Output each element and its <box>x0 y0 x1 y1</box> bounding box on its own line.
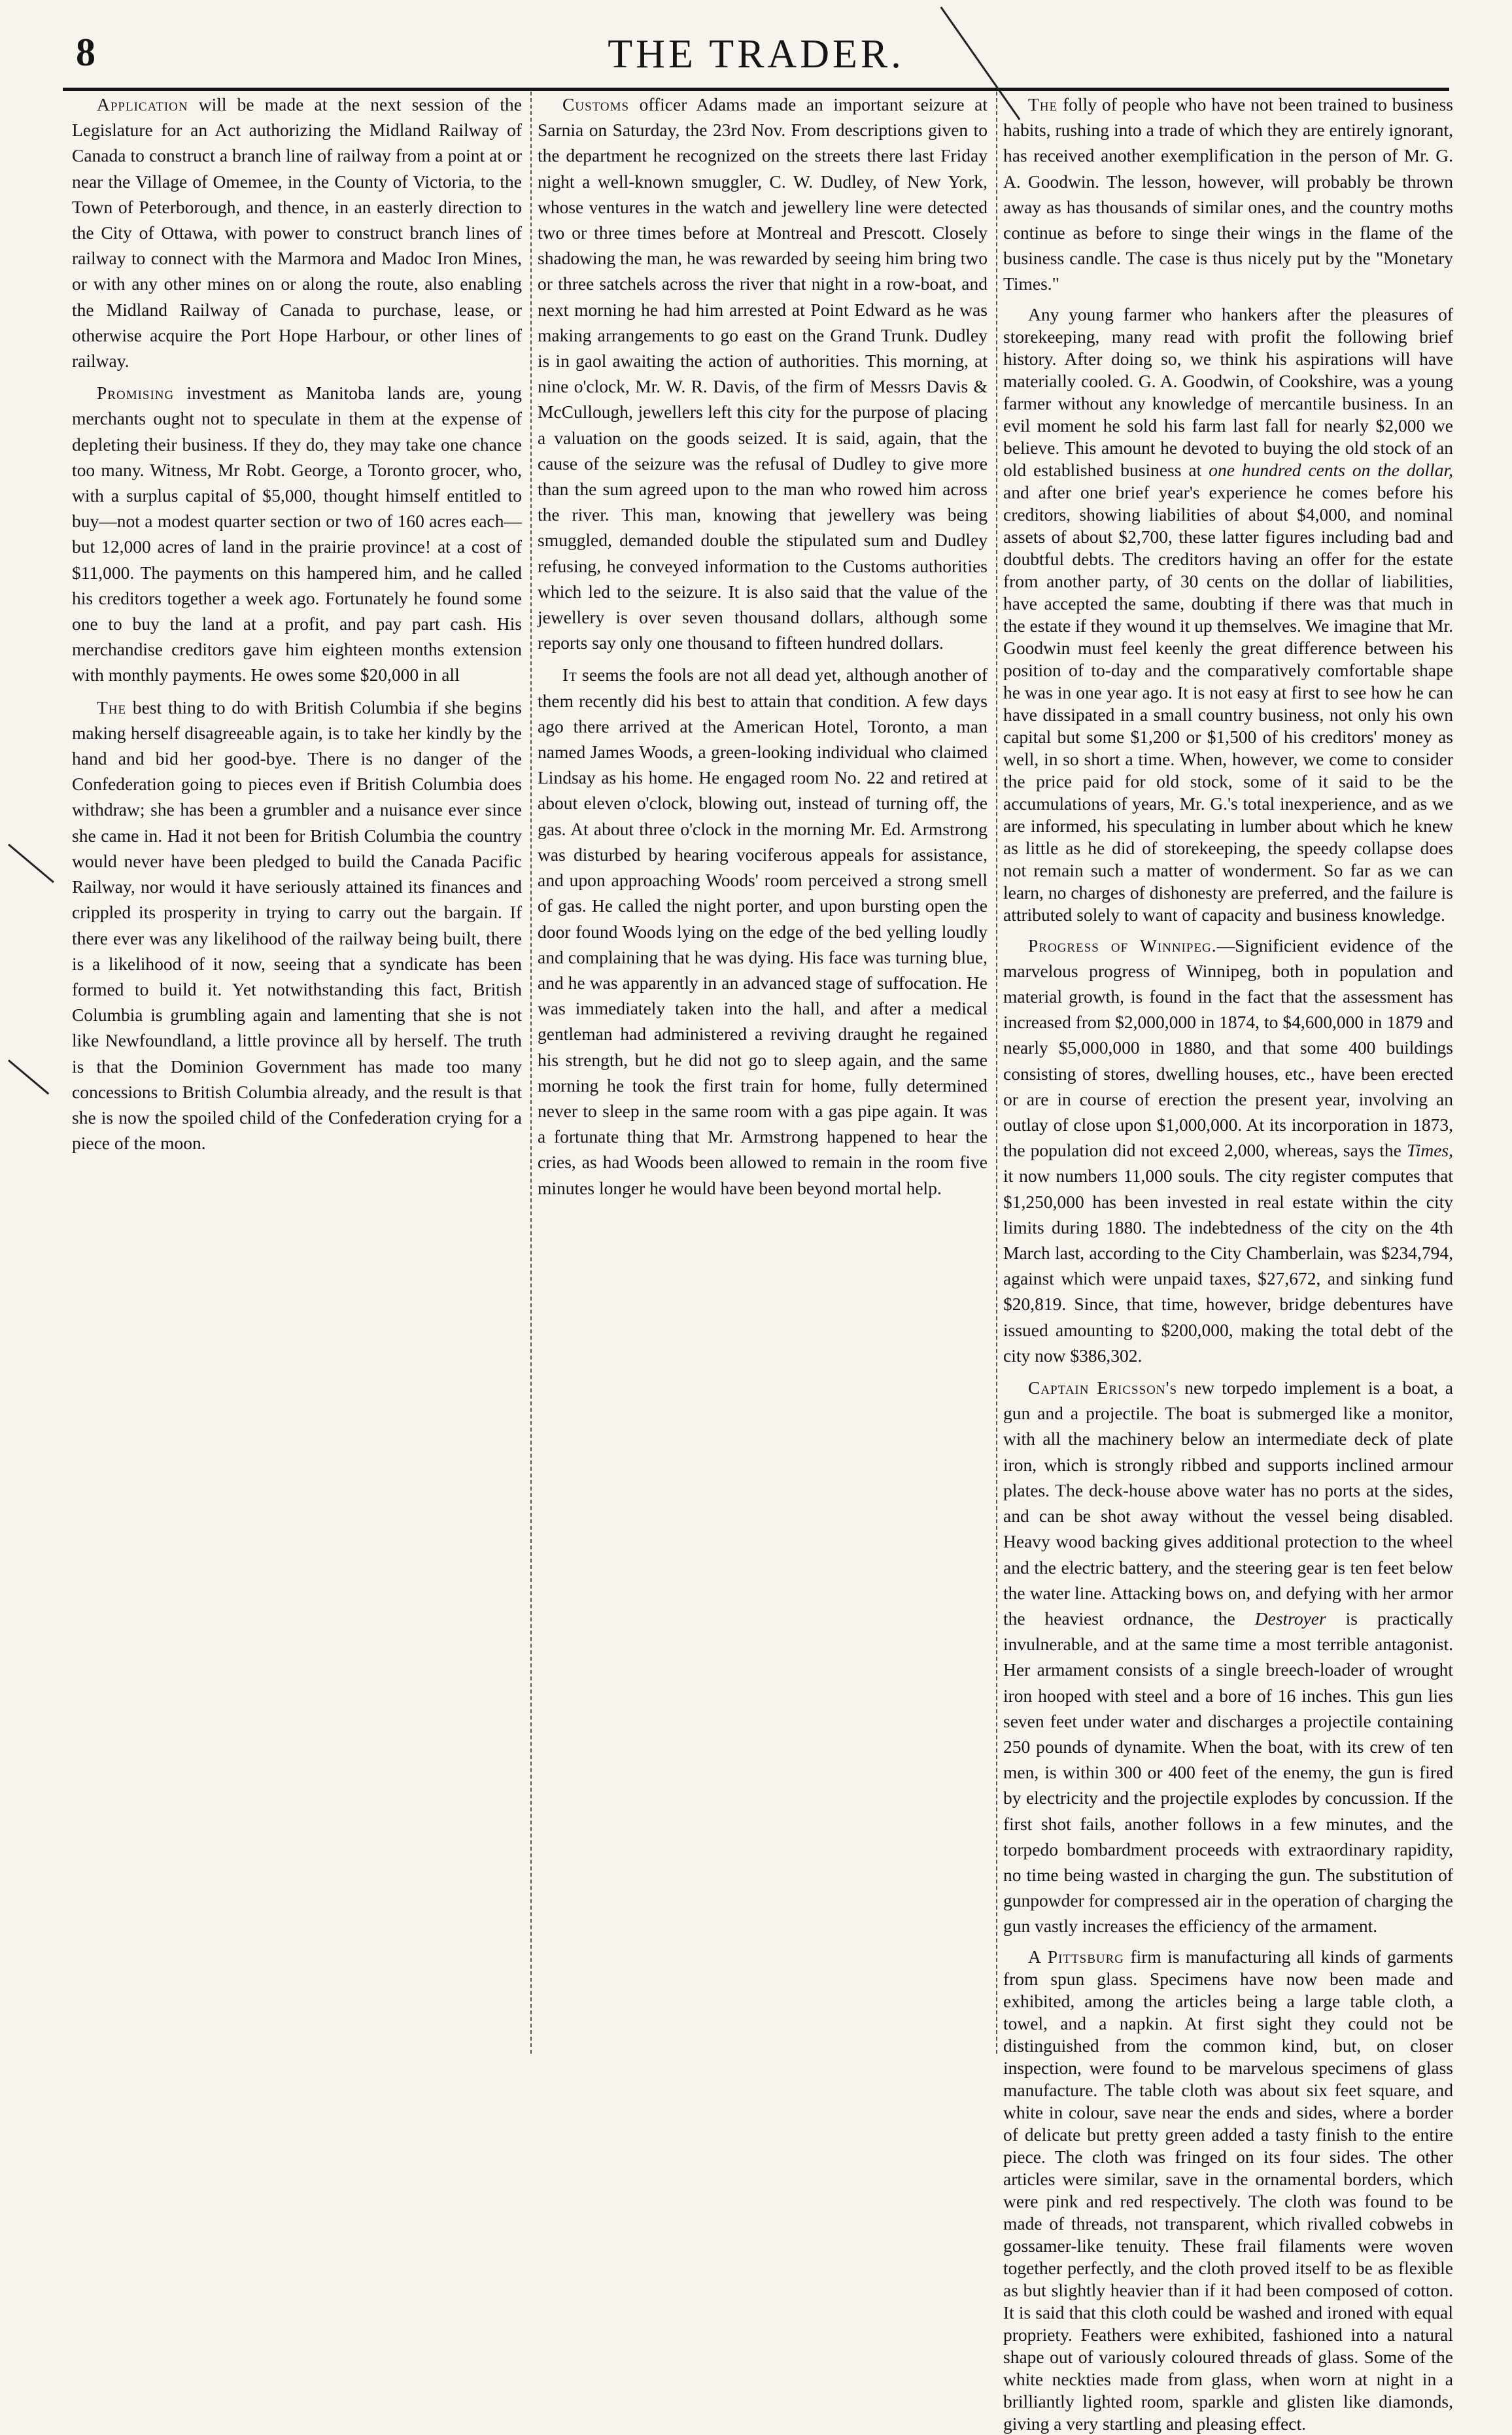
column-3 <box>1003 92 1453 2434</box>
pencil-check-mark <box>8 844 54 883</box>
page-number: 8 <box>76 31 95 74</box>
newspaper-title: THE TRADER. <box>608 32 904 77</box>
column-divider <box>996 92 997 2054</box>
article-gas-incident: It seems the fools are not all dead yet, although another of them recently did his best to attain that condition. A few days ago there arrived at the American Hotel, Toronto, a man named James Woods, a green-looking individual who claimed Lindsay as his home. He engaged room No. 22 and retired at about eleven o'clock, blowing out, instead of turning off, the gas. At about three o'clock in the morning Mr. Ed. Armstrong was disturbed by hearing vociferous appeals for assistance, and upon approaching Woods' room perceived a strong smell of gas. He called the night porter, and upon bursting open the door found Woods lying on the edge of the bed yelling loudly and complaining that he was dying. His face was turning blue, and he was apparently in an advanced stage of suffocation. He was immediately taken into the hall, and after a medical gentleman had administered a reviving draught he regained his strength, but he did not go to sleep again, and the same morning he took the first train for home, fully determined never to sleep in the same room with a gas pipe again. It was a fortunate thing that Mr. Armstrong happened to hear the cries, as had Woods been allowed to remain in the room five minutes longer he would have been beyond mortal help. <box>538 665 988 1198</box>
article-british-columbia: The best thing to do with British Columbia if she begins making herself disagreeable again, is to take her kindly by the hand and bid her good-bye. There is no danger of the Confederation going to pieces even if British Columbia does withdraw; she has been a grumbler and a nuisance ever since she came in. Had it not been for British Columbia the country would never have been pledged to build the Canada Pacific Railway, nor would it have seriously attained its finances and crippled its prosperity in trying to carry out the bargain. If there ever was any likelihood of the railway being built, there is a likelihood of it now, seeing that a syndicate has been formed to build it. Yet notwithstanding this fact, British Columbia is grumbling again and lamenting that she is not like Newfoundland, a little province all by herself. The truth is that the Dominion Government has made too many concessions to British Columbia already, and the result is that she is now the spoiled child of the Confederation crying for a piece of the moon. <box>72 697 522 1154</box>
article-spun-glass: A Pittsburg firm is manufacturing all kinds of garments from spun glass. Specimens have now been made and exhibited, among the articles being a large table cloth, a towel, and a napkin. At first sight they could not be distinguished from the common kind, but, on closer inspection, were found to be marvelous specimens of glass manufacture. The table cloth was about six feet square, and white in colour, save near the ends and sides, where a border of delicate but pretty green added a tasty finish to the entire piece. The cloth was fringed on its four sides. The other articles were similar, save in the ornamental borders, which were pink and red respectively. The cloth was found to be made of threads, not transparent, which rivalled cobwebs in gossamer-like tenuity. These frail filaments were woven together perfectly, and the cloth proved itself to be as flexible as but slightly heavier than if it had been composed of cotton. It is said that this cloth could be washed and ironed with equal propriety. Feathers were exhibited, fashioned into a natural shape out of variously coloured threads of glass. Some of the white neckties made from glass, when worn at night in a brilliantly lighted room, sparkle and glisten like diamonds, giving a very startling and pleasing effect. <box>1003 1946 1453 2434</box>
column-2 <box>538 92 988 2054</box>
article-torpedo: Captain Ericsson's new torpedo implement is a boat, a gun and a projectile. The boat is submerged like a monitor, with all the machinery below an intermediate deck of plate iron, which is strongly ribbed and supports inclined armour plates. The deck-house above water has no ports at the sides, and can be shot away without the vessel being disabled. Heavy wood backing gives additional protection to the wheel and the electric battery, and the steering gear is ten feet below the water line. Attacking bows on, and defying with her armor the heaviest ordnance, the Destroyer is practically invulnerable, and at the same time a most terrible antagonist. Her armament consists of a single breech-loader of wrought iron hooped with steel and a bore of 16 inches. This gun lies seven feet under water and discharges a projectile containing 250 pounds of dynamite. When the boat, with its crew of ten men, is within 300 or 400 feet of the enemy, the gun is fired by electricity and the projectile explodes by concussion. If the first shot fails, another follows in a few minutes, and the torpedo bombardment proceeds with extraordinary rapidity, no time being wasted in charging the gun. The substitution of gunpowder for compressed air in the operation of charging the gun vastly increases the efficiency of the armament. <box>1003 1377 1453 1937</box>
article-manitoba-lands: Promising investment as Manitoba lands are, young merchants ought not to speculate in them at the expense of depleting their business. If they do, they may take one chance too many. Witness, Mr Robt. George, a Toronto grocer, who, with a surplus capital of $5,000, thought himself entitled to buy—not a modest quarter section or two of 160 acres each—but 12,000 acres of land in the prairie province! at a cost of $11,000. The payments on this hampered him, and he called his creditors together a week ago. Fortunately he found some one to buy the land at a profit, and pay part cash. His merchandise creditors gave him eighteen months extension with monthly payments. He owes some $20,000 in all <box>72 383 522 685</box>
article-goodwin-quote: Any young farmer who hankers after the pleasures of storekeeping, many read with profit the following brief history. After doing so, we think his aspirations will have materially cooled. G. A. Goodwin, of Cookshire, was a young farmer without any knowledge of mercantile business. In an evil moment he sold his farm last fall for nearly $2,000 we believe. This amount he devoted to buying the old stock of an old established business at one hundred cents on the dollar, and after one brief year's experience he comes before his creditors, showing liabilities of about $4,000, and nominal assets of about $2,700, these latter figures including bad and doubtful debts. The creditors having an offer for the estate from another party, of 30 cents on the dollar of liabilities, have accepted the same, doubting if there was that much in the estate if they wound it up themselves. We imagine that Mr. Goodwin must feel keenly the great difference between his position of to-day and the comparatively comfortable shape he was in one year ago. It is not easy at first to see how he can have dissipated in a small country business, not only his own capital but some $1,200 or $1,500 of his creditors' money as well, in so short a time. When, however, we come to consider the price paid for old stock, some of it said to be the accumulations of years, Mr. G.'s total inexperience, and as we are informed, his speculating in lumber about which he knew as little as he did of storekeeping, the speedy collapse does not remain such a matter of wonderment. So far as we can learn, no charges of dishonesty are preferred, and the failure is attributed solely to want of capacity and business knowledge. <box>1003 303 1453 925</box>
masthead <box>63 25 1449 85</box>
article-business-folly: The folly of people who have not been trained to business habits, rushing into a trade of which they are entirely ignorant, has received another exemplification in the person of Mr. G. A. Goodwin. The lesson, however, will probably be thrown away as has thousands of similar ones, and the country moths continue as before to singe their wings in the flame of the business candle. The case is thus nicely put by the "Monetary Times." <box>1003 94 1453 294</box>
column-1 <box>72 92 522 2054</box>
masthead-rule <box>63 88 1449 91</box>
article-winnipeg-progress: Progress of Winnipeg.—Significient evidence of the marvelous progress of Winnipeg, both in population and material growth, is found in the fact that the assessment has increased from $2,000,000 in 1874, to $4,600,000 in 1879 and nearly $5,000,000 in 1880, and that some 400 buildings consisting of stores, dwelling houses, etc., have been erected or are in course of erection the present year, involving an outlay of close upon $1,000,000. At its incorporation in 1873, the population did not exceed 2,000, whereas, says the Times, it now numbers 11,000 souls. The city register computes that $1,250,000 has been invested in real estate within the city limits during 1880. The indebtedness of the city on the 4th March last, according to the City Chamberlain, was $234,794, against which were unpaid taxes, $27,672, and sinking fund $20,819. Since, that time, however, bridge debentures have issued amounting to $200,000, making the total debt of the city now $386,302. <box>1003 935 1453 1366</box>
article-midland-railway: Application will be made at the next session of the Legislature for an Act authorizing the Midland Railway of Canada to construct a branch line of railway from a point at or near the Village of Omemee, in the County of Victoria, to the Town of Peterborough, and thence, in an easterly direction to the City of Ottawa, with power to construct branch lines of railway to connect with the Marmora and Madoc Iron Mines, or with any other mines on or along the route, also enabling the Midland Railway of Canada to purchase, lease, or otherwise acquire the Port Hope Harbour, or other lines of railway. <box>72 94 522 371</box>
column-divider <box>530 92 532 2054</box>
article-columns <box>72 92 1453 2434</box>
article-customs-seizure: Customs officer Adams made an important seizure at Sarnia on Saturday, the 23rd Nov. From descriptions given to the department he recognized on the streets there last Friday night a well-known smuggler, C. W. Dudley, of New York, whose ventures in the watch and jewellery line were detected two or three times before at Montreal and Prescott. Closely shadowing the man, he was rewarded by seeing him bring two or three satchels across the river that night in a row-boat, and next morning he had him arrested at Point Edward as he was making arrangements to go east on the Grand Trunk. Dudley is in gaol awaiting the action of authorities. This morning, at nine o'clock, Mr. W. R. Davis, of the firm of Messrs Davis & McCullough, jewellers left this city for the purpose of placing a valuation on the goods seized. It is said, again, that the cause of the seizure was the refusal of Dudley to give more than the sum agreed upon to the man who rowed him across the river. This man, knowing that jewellery was being smuggled, demanded double the stipulated sum and Dudley refusing, he conveyed information to the Customs authorities which led to the seizure. It is also said that the value of the jewellery is over seven thousand dollars, although some reports say only one thousand to fifteen hundred dollars. <box>538 94 988 653</box>
pencil-check-mark <box>8 1060 49 1095</box>
